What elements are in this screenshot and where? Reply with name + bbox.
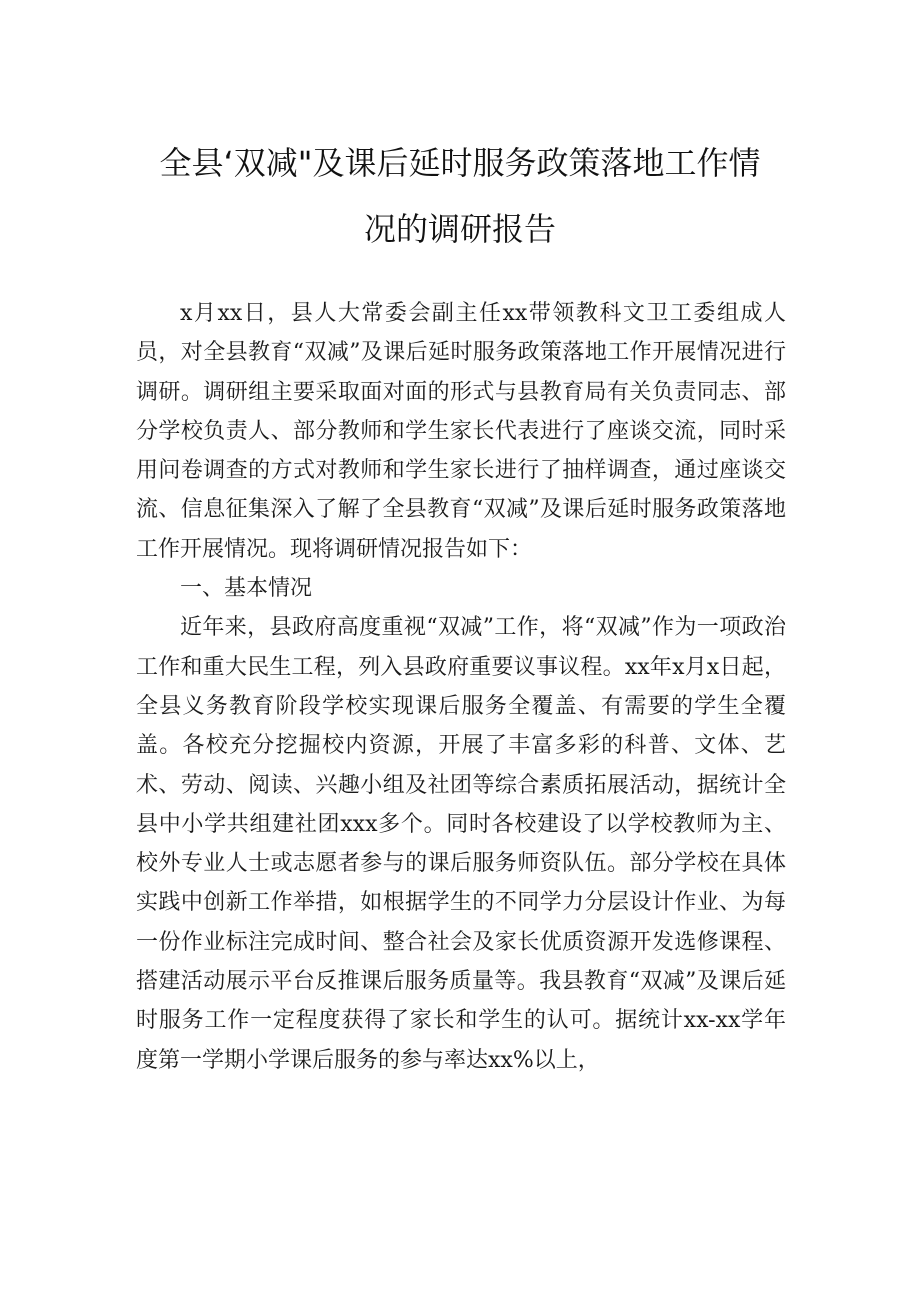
paragraph-intro: x月xx日，县人大常委会副主任xx带领教科文卫工委组成人员，对全县教育“双减”及课后延时服务政策落地工作开展情况进行调研。调研组主要采取面对面的形式与县教育局有关负责同志、部分学校负责人、部分教师和学生家长代表进行了座谈交流，同时采用问卷调查的方式对教师和学生家长进行了抽样调查，通过座谈交流、信息征集深入了解了全县教育“双减”及课后延时服务政策落地工作开展情况。现将调研情况报告如下： [136, 301, 786, 562]
document-title-line-1: 全县‘双减"及课后延时服务政策落地工作情 [159, 144, 761, 182]
section-heading-basic-situation: 一、基本情况 [180, 576, 313, 602]
paragraph-basic-situation: 近年来，县政府高度重视“双减”工作，将“双减”作为一项政治工作和重大民生工程，列入县政府重要议事议程。xx年x月x日起，全县义务教育阶段学校实现课后服务全覆盖、有需要的学生全覆盖。各校充分挖掘校内资源，开展了丰富多彩的科普、文体、艺术、劳动、阅读、兴趣小组及社团等综合素质拓展活动，据统计全县中小学共组建社团xxx多个。同时各校建设了以学校教师为主、校外专业人士或志愿者参与的课后服务师资队伍。部分学校在具体实践中创新工作举措，如根据学生的不同学力分层设计作业、为每一份作业标注完成时间、整合社会及家长优质资源开发选修课程、搭建活动展示平台反推课后服务质量等。我县教育“双减”及课后延时服务工作一定程度获得了家长和学生的认可。据统计xx-xx学年度第一学期小学课后服务的参与率达xx%以上， [136, 615, 786, 1073]
document-title-line-2: 况的调研报告 [363, 210, 556, 248]
document-body [136, 294, 786, 1080]
